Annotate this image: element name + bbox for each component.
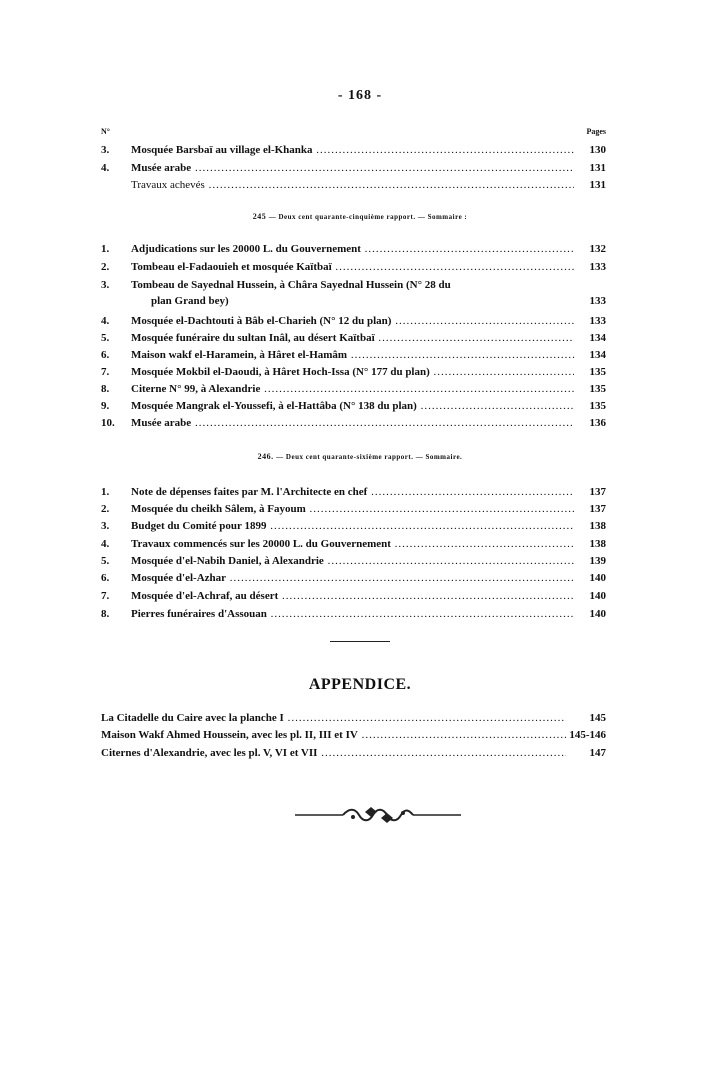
appendice-entry [101,710,606,726]
entry-title-line1: Tombeau de Sayednal Hussein, à Châra Sayednal Hussein (N° 28 du [131,279,451,291]
toc-entry [101,398,606,414]
entry-number: 2. [101,503,110,515]
entry-page: 135 [589,400,606,412]
entry-page: 140 [589,590,606,602]
entry-number: 3. [101,279,110,291]
section-heading-245 [0,212,720,221]
entry-page: 140 [589,608,606,620]
entry-page: 145 [589,712,606,724]
entry-number: 4. [101,538,110,550]
entry-title: Mosquée el-Dachtouti à Bâb el-Charieh (N° 12 du plan) ..... [131,313,574,329]
entry-page: 140 [589,572,606,584]
entry-title: Musée arabe ..... [131,160,574,176]
entry-title: Citerne N° 99, à Alexandrie ..... [131,381,574,397]
appendice-heading: APPENDICE. [308,676,412,693]
toc-entry [101,330,606,346]
entry-title: Travaux commencés sur les 20000 L. du Gouvernement ..... [131,536,574,552]
entry-title: Pierres funéraires d'Assouan ..... [131,606,574,622]
toc-entry [101,364,606,380]
entry-number: 1. [101,486,110,498]
toc-entry [101,277,606,309]
entry-title: Mosquée d'el-Achraf, au désert ..... [131,588,574,604]
toc-entry [101,570,606,586]
toc-entry [101,606,606,622]
entry-page: 134 [589,349,606,361]
toc-entry [101,259,606,275]
entry-title: Mosquée Mokbil el-Daoudi, à Hâret Hoch-Issa (N° 177 du plan) ..... [131,364,574,380]
entry-number: 2. [101,261,110,273]
page-number: - 168 - [337,88,383,103]
entry-title: Note de dépenses faites par M. l'Architecte en chef ..... [131,484,574,500]
entry-title: Musée arabe ..... [131,415,574,431]
appendice-entry [101,745,606,761]
entry-number: 7. [101,366,110,378]
entry-title: Budget du Comité pour 1899 ..... [131,518,574,534]
entry-number: 8. [101,608,110,620]
separator-rule [330,641,390,642]
entry-page: 135 [589,383,606,395]
toc-entry [101,536,606,552]
entry-page: 139 [589,555,606,567]
entry-page: 147 [589,747,606,759]
entry-number: 5. [101,555,110,567]
entry-number: 6. [101,349,110,361]
number-column-header: N° [101,127,110,136]
entry-number: 8. [101,383,110,395]
toc-entry [101,484,606,500]
section-heading-246 [0,452,720,461]
entry-title: Mosquée Mangrak el-Youssefi, à el-Hattâba (N° 138 du plan) ..... [131,398,574,414]
entry-title: Mosquée du cheikh Sâlem, à Fayoum ..... [131,501,574,517]
entry-number: 3. [101,144,110,156]
entry-title: Adjudications sur les 20000 L. du Gouvernement ..... [131,241,574,257]
entry-page: 131 [589,179,606,191]
appendice-entry [101,727,606,743]
entry-page: 137 [589,503,606,515]
entry-title: Mosquée d'el-Azhar ..... [131,570,574,586]
toc-entry [101,347,606,363]
entry-number: 10. [101,417,115,429]
entry-number: 9. [101,400,110,412]
entry-title-line2: plan Grand bey) [151,295,229,307]
entry-page: 136 [589,417,606,429]
entry-page: 133 [589,295,606,307]
toc-entry [101,553,606,569]
entry-page: 134 [589,332,606,344]
entry-page: 130 [589,144,606,156]
section-number: 246. [257,452,274,461]
entry-page: 145-146 [569,729,606,741]
section-number: 245 [252,212,267,221]
fleuron-ornament-icon [293,804,463,826]
entry-page: 138 [589,520,606,532]
entry-page: 138 [589,538,606,550]
entry-title: Citernes d'Alexandrie, avec les pl. V, VI et VII ..... [101,745,566,761]
entry-page: 131 [589,162,606,174]
entry-title: La Citadelle du Caire avec la planche I ..... [101,710,566,726]
toc-entry [101,415,606,431]
entry-page: 132 [589,243,606,255]
toc-entry [101,381,606,397]
entry-title: Maison Wakf Ahmed Houssein, avec les pl. II, III et IV ..... [101,727,566,743]
entry-title: Mosquée d'el-Nabih Daniel, à Alexandrie ..... [131,553,574,569]
toc-entry [101,313,606,329]
entry-title: Travaux achevés ..... [131,177,574,193]
toc-entry [101,501,606,517]
entry-number: 5. [101,332,110,344]
toc-entry [101,588,606,604]
entry-page: 135 [589,366,606,378]
entry-title: Mosquée Barsbaï au village el-Khanka ..... [131,142,574,158]
entry-number: 7. [101,590,110,602]
entry-number: 4. [101,315,110,327]
entry-number: 3. [101,520,110,532]
toc-entry [101,177,606,193]
entry-number: 6. [101,572,110,584]
entry-page: 137 [589,486,606,498]
entry-title: Maison wakf el-Haramein, à Hâret el-Hamâm ..... [131,347,574,363]
section-title: — Deux cent quarante-sixième rapport. — Sommaire. [276,453,463,461]
entry-title [131,277,574,309]
entry-title: Tombeau el-Fadaouieh et mosquée Kaïtbaï ..... [131,259,574,275]
toc-entry [101,160,606,176]
toc-entry [101,142,606,158]
section-title: — Deux cent quarante-cinquième rapport. — Sommaire : [268,213,468,221]
pages-column-header: Pages [586,127,606,136]
entry-page: 133 [589,315,606,327]
entry-title: Mosquée funéraire du sultan Inâl, au désert Kaïtbaï ..... [131,330,574,346]
toc-entry [101,518,606,534]
entry-page: 133 [589,261,606,273]
entry-number: 1. [101,243,110,255]
toc-entry [101,241,606,257]
entry-number: 4. [101,162,110,174]
